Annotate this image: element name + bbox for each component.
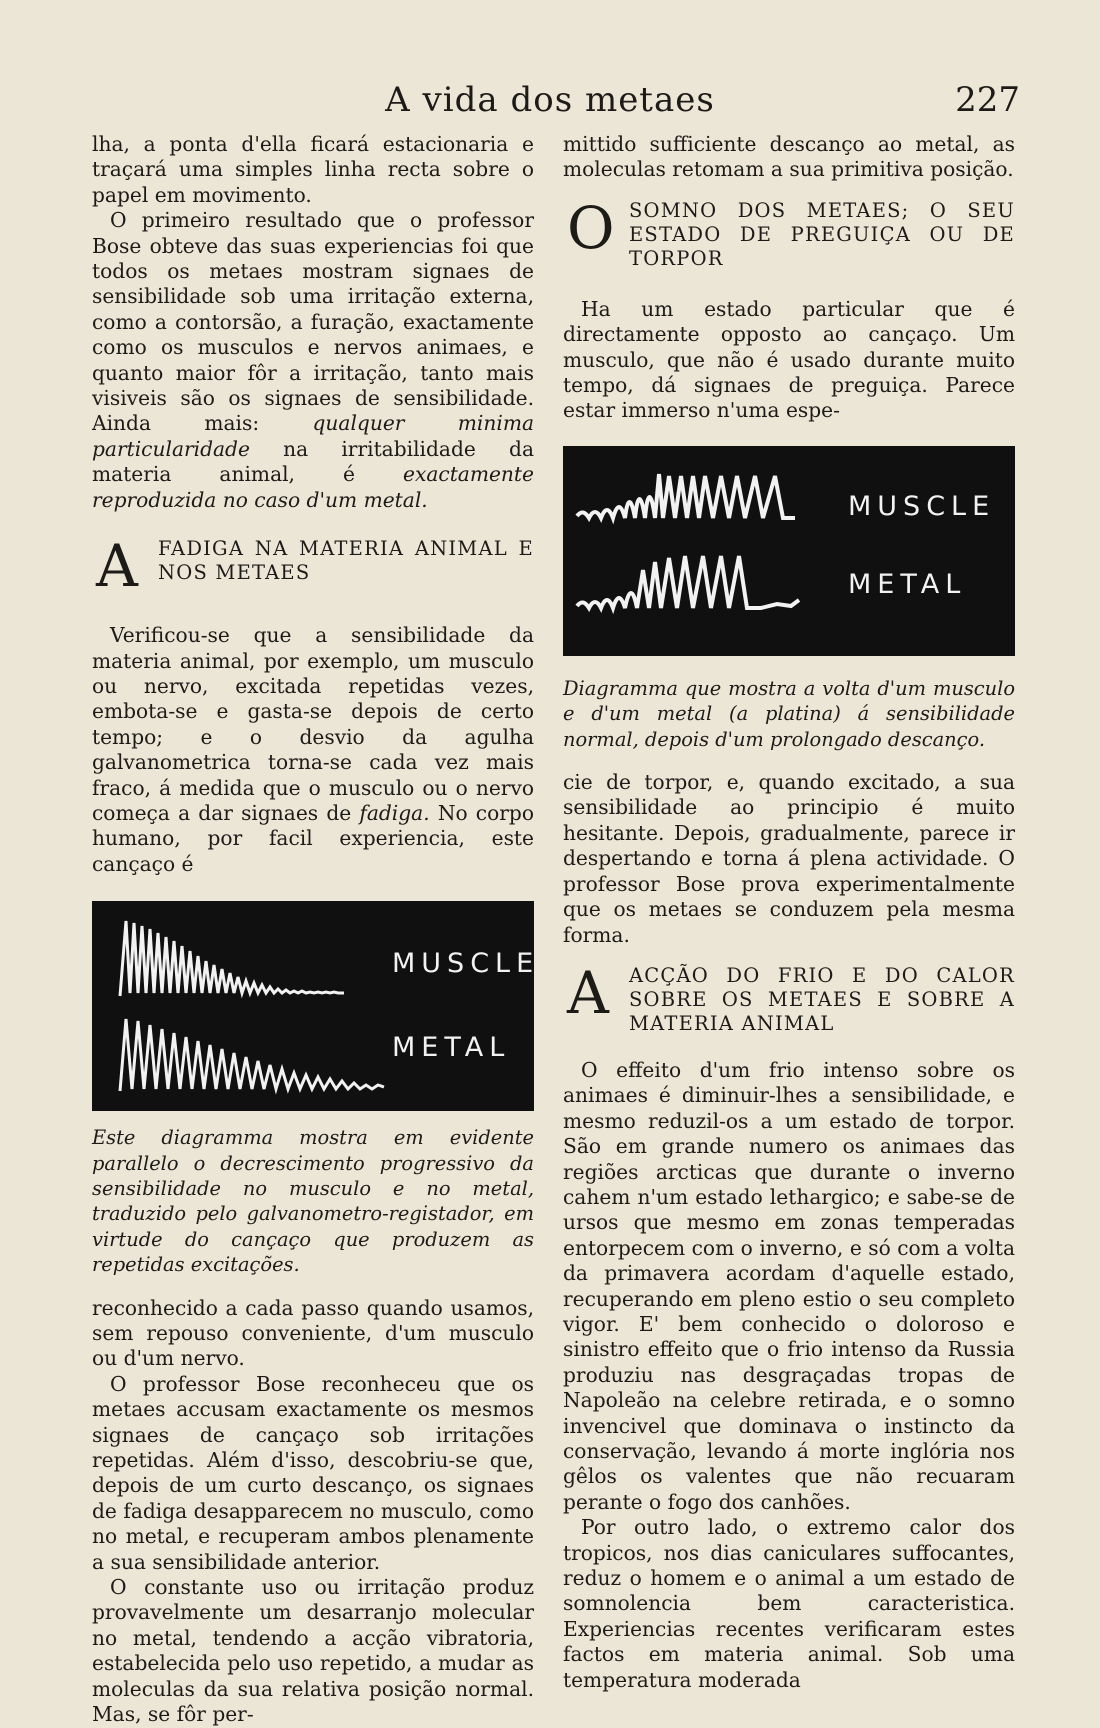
drop-cap: O [567,193,616,262]
metal-label: METAL [848,568,967,600]
heading-text: SOMNO DOS METAES; O SEU ESTADO DE PREGUIÇA OU DE TORPOR [629,198,1015,270]
heading-text: ACÇÃO DO FRIO E DO CALOR SOBRE OS METAES E SOBRE A MATERIA ANIMAL [629,963,1015,1035]
emphasis: fadiga. [359,800,430,825]
torpor-traces [563,446,1015,656]
paragraph: Ha um estado particular que é directamente opposto ao cançaço. Um musculo, que não é usado durante muito tempo, dá signaes de preguiça. Parece estar immerso n'uma espe- [563,296,1015,423]
page-header [0,80,1100,130]
paragraph [92,623,534,877]
section-heading [563,958,1015,1036]
section-heading [92,532,534,601]
figure-caption: Este diagramma mostra em evidente parallelo o decrescimento progressivo da sensibilidade no musculo e no metal, traduzido pelo galvanometro-registador, em virtude do cançaço que produzem as repetidas excitações. [92,1126,534,1277]
fatigue-diagram [92,901,540,1111]
text-span: O primeiro resultado que o professor Bose obteve das suas experiencias foi que todos os metaes mostram signaes de sensibilidade sob uma irritação externa, como a contorsão, a furação, exactamente como os musculos e nervos animaes, e quanto maior fôr a irritação, tanto mais visiveis são os signaes de sensibilidade. Ainda mais: [92,208,534,436]
paragraph: lha, a ponta d'ella ficará estacionaria e traçará uma simples linha recta sobre o papel em movimento. [92,132,534,207]
text-span: na irritabilidade da materia animal, é [92,436,534,487]
text-span: No corpo humano, por facil experiencia, este cançaço é [92,800,534,876]
paragraph [92,208,534,513]
figure-caption: Diagramma que mostra a volta d'um musculo e d'um metal (a platina) á sensibilidade normal, depois d'um prolongado descanço. [563,676,1015,751]
paragraph: cie de torpor, e, quando excitado, a sua sensibilidade ao principio é muito hesitante. Depois, gradualmente, parece ir despertando e torna á plena actividade. O professor Bose prova experimentalmente que os metaes se conduzem pela mesma forma. [563,770,1015,947]
emphasis: qualquer minima particularidade [92,411,534,461]
metal-trace [120,1019,384,1091]
muscle-trace [120,921,344,996]
left-column [92,132,540,1728]
page-number: 227 [955,80,1020,120]
fatigue-traces [92,901,534,1111]
paragraph: O effeito d'um frio intenso sobre os animaes é diminuir-lhes a sensibilidade, e mesmo reduzil-os a um estado de torpor. São em grande numero os animaes das regiões arcticas que durante o inverno cahem n'um estado lethargico; e sabe-se de ursos que mesmo em zonas temperadas entorpecem com o inverno, e só com a volta da primavera acordam d'aquelle estado, recuperando em pleno estio o seu completo vigor. E' bem conhecido o doloroso e sinistro effeito que o frio intenso da Russia produziu nas desgraçadas tropas de Napoleão na celebre retirada, e o somno invencivel que dominava o instincto da conservação, levando á morte inglória nos gêlos os valentes que não recuaram perante o fogo dos canhões. [563,1057,1015,1514]
metal-trace [577,556,799,608]
paragraph: O constante uso ou irritação produz provavelmente um desarranjo molecular no metal, tendendo a acção vibratoria, estabelecida pelo uso repetido, a mudar as moleculas da sua relativa posição normal. Mas, se fôr per- [92,1575,534,1727]
muscle-trace [577,474,795,518]
emphasis: exactamente reproduzida no caso d'um metal. [92,462,534,512]
section-heading [563,193,1015,271]
paragraph: mittido sufficiente descanço ao metal, as moleculas retomam a sua primitiva posição. [563,132,1015,182]
drop-cap: A [567,958,611,1027]
right-column [563,132,1015,1693]
heading-text: FADIGA NA MATERIA ANIMAL E NOS METAES [158,537,534,585]
running-title: A vida dos metaes [385,80,715,120]
paragraph: reconhecido a cada passo quando usamos, sem repouso conveniente, d'um musculo ou d'um nervo. [92,1295,534,1371]
paragraph: O professor Bose reconheceu que os metaes accusam exactamente os mesmos signaes de cançaço sob irritações repetidas. Além d'isso, descobriu-se que, depois de um curto descanço, os signaes de fadiga desapparecem no musculo, como no metal, e recuperam ambos plenamente a sua sensibilidade anterior. [92,1371,534,1574]
torpor-diagram [563,446,1015,656]
paragraph: Por outro lado, o extremo calor dos tropicos, nos dias caniculares suffocantes, reduz o homem e o animal a um estado de somnolencia bem caracteristica. Experiencias recentes verificaram estes factos em materia animal. Sob uma temperatura moderada [563,1515,1015,1692]
muscle-label: MUSCLE [392,948,540,980]
drop-cap: A [96,532,140,601]
text-span: Verificou-se que a sensibilidade da materia animal, por exemplo, um musculo ou nervo, excitada repetidas vezes, embota-se e gasta-se depois de certo tempo; e o desvio da agulha galvanometrica torna-se cada vez mais fraco, á medida que o musculo ou o nervo começa a dar signaes de [92,623,534,825]
metal-label: METAL [392,1032,511,1064]
muscle-label: MUSCLE [848,490,996,522]
